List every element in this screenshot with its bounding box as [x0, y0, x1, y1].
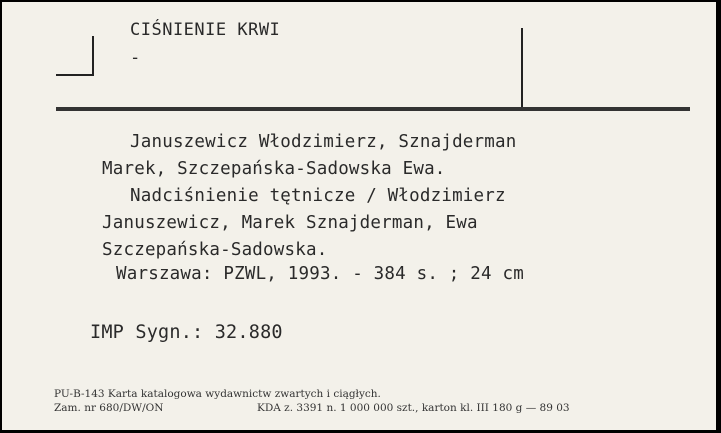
catalog-card [2, 2, 716, 430]
call-number: IMP Sygn.: 32.880 [90, 322, 283, 343]
horizontal-rule [56, 107, 690, 111]
heading-separator-line [521, 28, 523, 108]
entry-line-4: Januszewicz, Marek Sznajderman, Ewa [102, 213, 478, 233]
entry-line-6: Warszawa: PZWL, 1993. - 384 s. ; 24 cm [116, 264, 524, 284]
corner-mark-vertical [92, 36, 94, 76]
imprint-line-1: PU-B-143 Karta katalogowa wydawnictw zwartych i ciągłych. [54, 388, 381, 400]
subject-heading-dash: - [130, 48, 141, 68]
imprint-line-2-left: Zam. nr 680/DW/ON [54, 402, 164, 414]
entry-line-3: Nadciśnienie tętnicze / Włodzimierz [130, 186, 506, 206]
entry-line-2: Marek, Szczepańska-Sadowska Ewa. [102, 159, 446, 179]
entry-line-1: Januszewicz Włodzimierz, Sznajderman [130, 132, 517, 152]
entry-line-5: Szczepańska-Sadowska. [102, 240, 328, 260]
subject-heading: CIŚNIENIE KRWI [130, 20, 281, 40]
corner-mark-horizontal [56, 74, 94, 76]
imprint-line-2-right: KDA z. 3391 n. 1 000 000 szt., karton kl. III 180 g — 89 03 [257, 402, 570, 414]
